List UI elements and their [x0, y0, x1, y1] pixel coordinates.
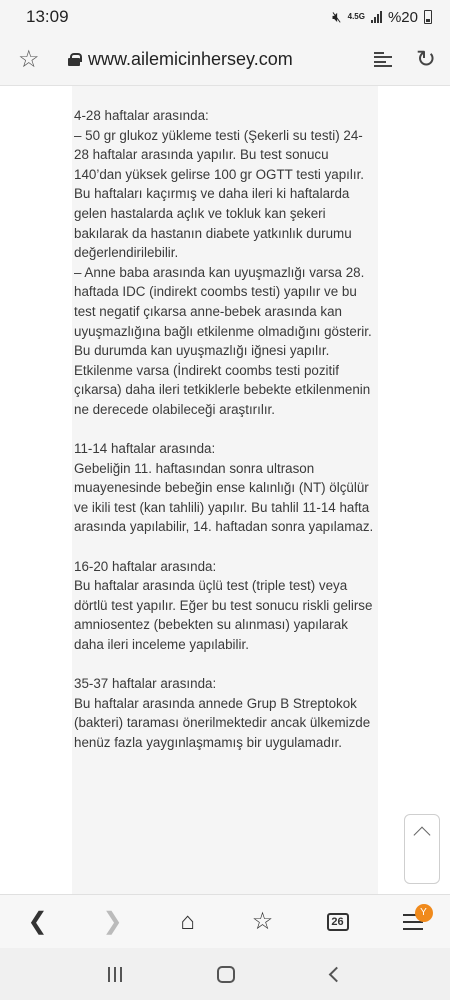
section-body: Bu haftalar arasında üçlü test (triple test) veya dörtlü test yapılır. Eğer bu test sonucu riskli gelirse amniosentez (bebekten su alınması) yapılarak daha ileri inceleme yapılabilir. — [74, 578, 373, 653]
back-icon[interactable]: ❮ — [27, 908, 48, 935]
section-heading: 4-28 haftalar arasında: — [74, 108, 209, 123]
section-35-37 — [74, 674, 374, 752]
status-time: 13:09 — [26, 7, 69, 26]
lock-icon — [68, 53, 80, 66]
section-body: – 50 gr glukoz yükleme testi (Şekerli su testi) 24-28 haftalar arasında yapılır. Bu test sonucu 140’dan yüksek gelirse 100 gr OGTT testi yapılır. Bu haftaları kaçırmış ve daha ileri ki haftalarda gelen hastalarda açlık ve tokluk kan şekeri bakılarak da hastanın diabete yatkınlık durumu değerlendirilebilir. – Anne baba arasında kan uyuşmazlığı varsa 28. haftada IDC (indirekt coombs testi) yapılır ve bu test negatif çıkarsa anne-bebek arasında kan uyuşmazlığına bağlı etkilenme olmadığını gösterir. Bu durumda kan uyuşmazlığı iğnesi yapılır. Etkilenme varsa (İndirekt coombs testi pozitif çıkarsa) daha ileri tetkiklerle bebekte etkilenmenin ne derecede olabileceği araştırılır. — [74, 127, 372, 417]
url-actions — [374, 45, 436, 74]
scroll-to-top-button[interactable] — [404, 814, 440, 884]
bookmarks-icon[interactable]: ☆ — [251, 908, 274, 935]
url-text[interactable]: www.ailemicinhersey.com — [88, 49, 293, 69]
signal-icon — [371, 11, 382, 23]
system-back-icon[interactable] — [329, 966, 345, 982]
tabs-icon: 26 — [327, 913, 349, 931]
mute-icon: 🔇︎ — [332, 8, 342, 26]
section-11-14 — [74, 439, 374, 537]
system-nav-bar — [0, 948, 450, 1000]
section-heading: 11-14 haftalar arasında: — [74, 441, 216, 457]
section-body: Gebeliğin 11. haftasından sonra ultrason muayenesinde bebeğin ense kalınlığı (NT) ölçülür ve ikili test (kan tahlili) yapılır. Bu tahlil 11-14 hafta arasında yapılabilir, 14. haftadan sonra yapılamaz. — [74, 460, 374, 535]
section-4-28 — [74, 106, 374, 420]
battery-icon — [424, 10, 432, 24]
address-bar — [0, 34, 450, 86]
status-icons — [332, 9, 432, 26]
scroll-to-top-icon — [414, 827, 431, 844]
forward-icon[interactable]: ❯ — [102, 908, 123, 935]
menu-button[interactable] — [393, 902, 433, 942]
section-16-20 — [74, 557, 374, 655]
section-heading: 16-20 haftalar arasında: — [74, 558, 217, 574]
status-bar — [0, 0, 450, 34]
reader-mode-icon[interactable] — [374, 52, 392, 68]
menu-badge: Y — [415, 904, 433, 922]
section-heading: 35-37 haftalar arasında: — [74, 676, 217, 692]
section-body: Bu haftalar arasında annede Grup B Streptokok (bakteri) taraması önerilmektedir ancak ülkemizde henüz fazla yaygınlaşmamış bir uygulamadır. — [74, 695, 371, 750]
star-icon[interactable]: ☆ — [18, 46, 40, 73]
battery-percent: %20 — [387, 8, 418, 26]
home-icon[interactable]: ⌂ — [180, 907, 195, 935]
article-content — [72, 86, 378, 894]
system-home-icon[interactable] — [217, 966, 235, 983]
tabs-button[interactable] — [318, 902, 358, 942]
url-field[interactable] — [58, 49, 374, 70]
reload-icon[interactable]: ↻ — [415, 46, 436, 73]
network-type: 4.5G — [347, 12, 365, 21]
browser-toolbar — [0, 894, 450, 948]
recents-icon[interactable] — [108, 967, 122, 982]
